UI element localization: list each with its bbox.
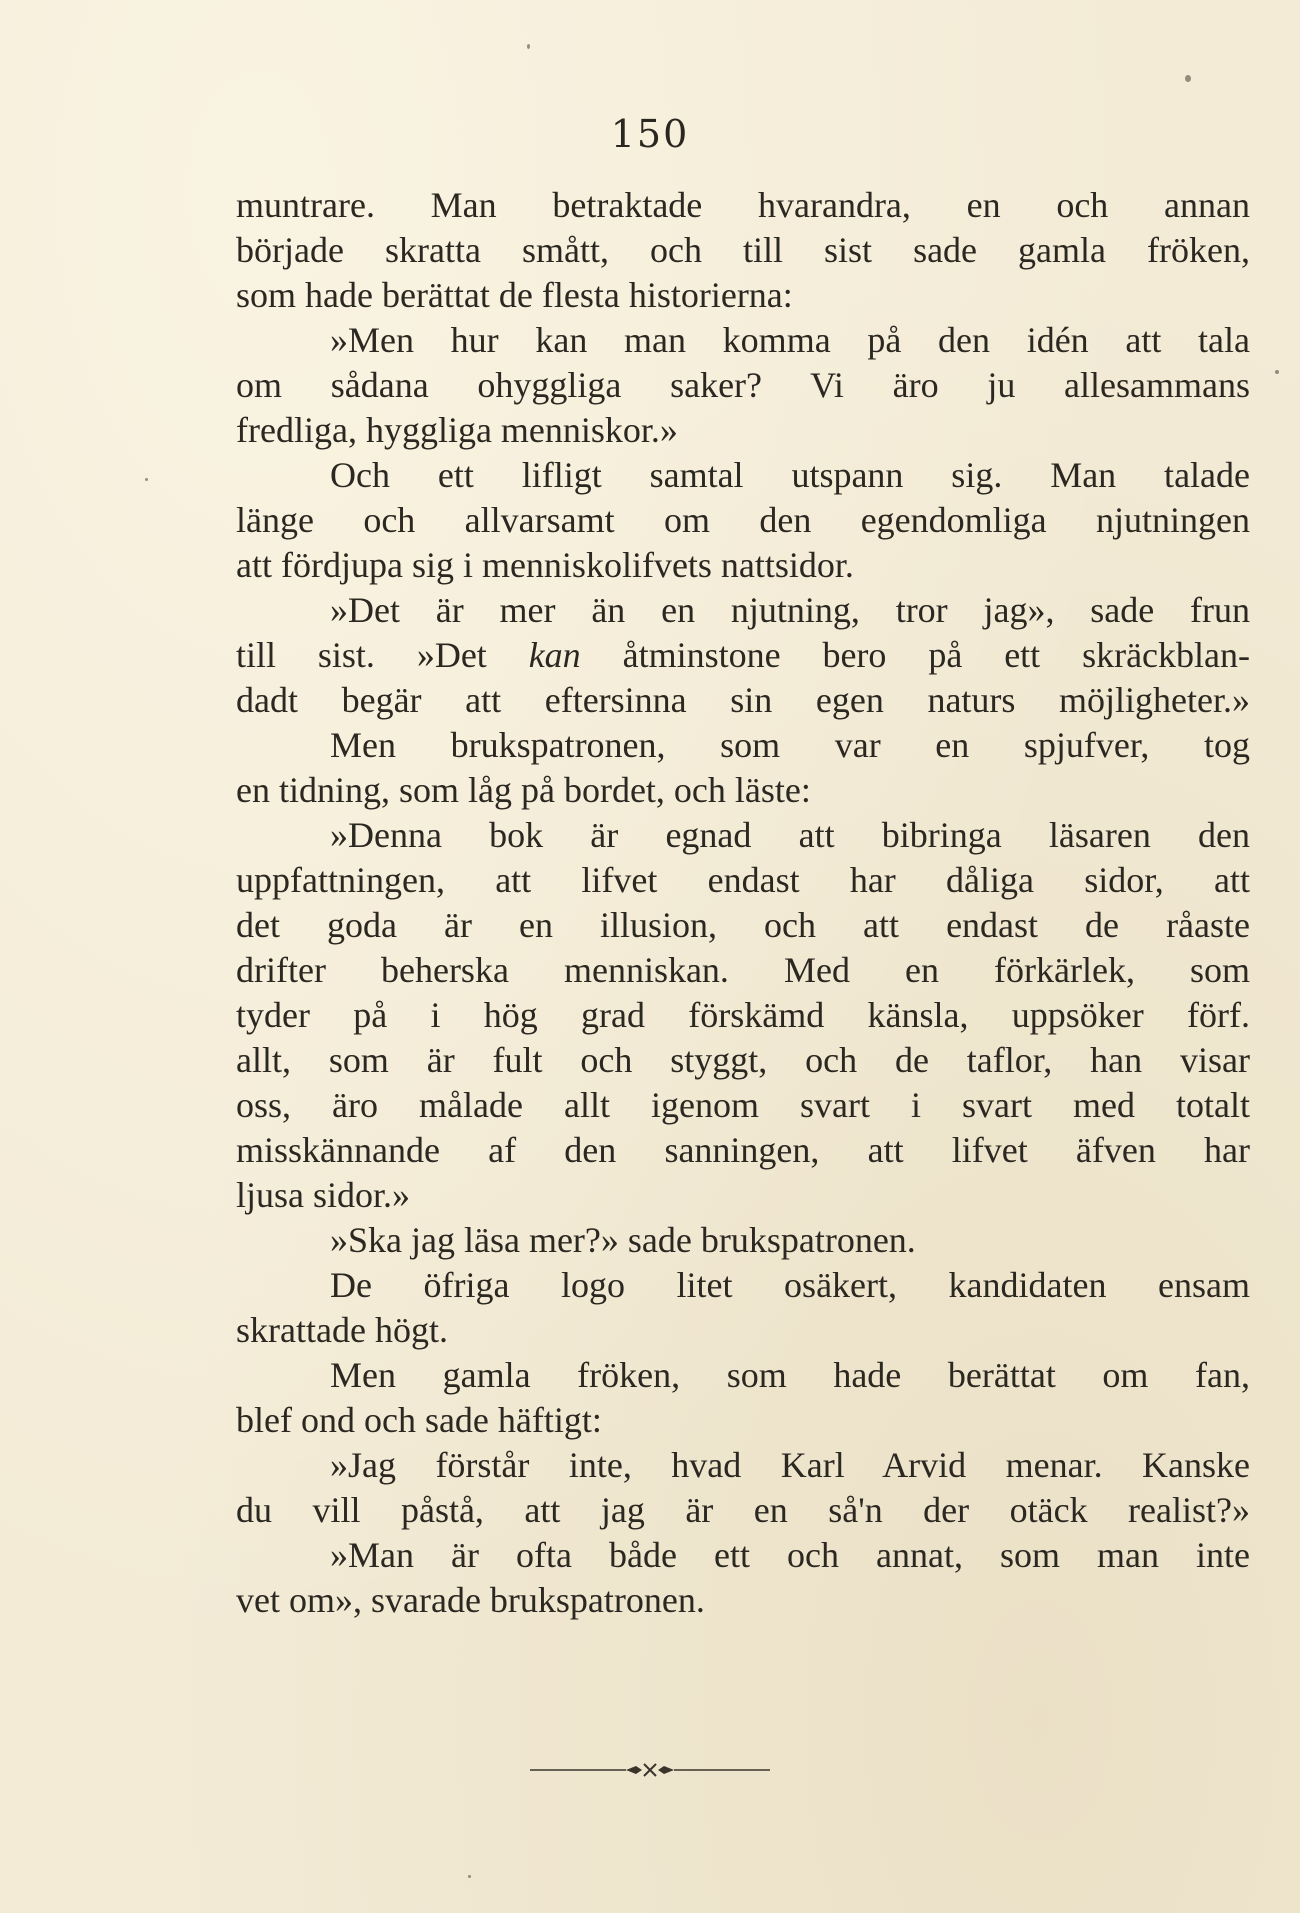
print-speck [468,1875,471,1878]
text-line: »Det är mer än en njutning, tror jag», sade frun [330,590,1250,630]
text-line: uppfattningen, att lifvet endast har dåliga sidor, att [236,860,1250,900]
text-line: länge och allvarsamt om den egendomliga njutningen [236,500,1250,540]
text-line: Och ett lifligt samtal utspann sig. Man talade [330,455,1250,495]
text-line [236,633,1250,678]
text-segment: till sist. »Det [236,635,529,675]
print-speck [145,478,148,481]
text-segment: åtminstone bero på ett skräckblan- [580,635,1250,675]
text-line: tyder på i hög grad förskämd känsla, uppsöker förf. [236,995,1250,1035]
text-line: blef ond och sade häftigt: [236,1400,602,1440]
text-line: »Jag förstår inte, hvad Karl Arvid menar. Kanske [330,1445,1250,1485]
text-line: ljusa sidor.» [236,1175,411,1215]
print-speck [527,44,530,49]
text-line: vet om», svarade brukspatronen. [236,1580,705,1620]
end-ornament [0,1760,1300,1784]
text-line: började skratta smått, och till sist sade gamla fröken, [236,230,1250,270]
text-line: misskännande af den sanningen, att lifvet äfven har [236,1130,1250,1170]
text-line: du vill påstå, att jag är en så'n der otäck realist?» [236,1490,1250,1530]
text-line: allt, som är fult och styggt, och de taflor, han visar [236,1040,1250,1080]
text-line: skrattade högt. [236,1310,448,1350]
text-line: det goda är en illusion, och att endast de råaste [236,905,1250,945]
text-line: »Denna bok är egnad att bibringa läsaren den [330,815,1250,855]
print-speck [1185,75,1191,82]
text-line: »Men hur kan man komma på den idén att tala [330,320,1250,360]
text-line: De öfriga logo litet osäkert, kandidaten ensam [330,1265,1250,1305]
text-line: »Man är ofta både ett och annat, som man inte [330,1535,1250,1575]
page-number: 150 [610,112,690,156]
text-line: muntrare. Man betraktade hvarandra, en och annan [236,185,1250,225]
text-line: att fördjupa sig i menniskolifvets nattsidor. [236,545,854,585]
text-line: Men brukspatronen, som var en spjufver, tog [330,725,1250,765]
text-line: drifter beherska menniskan. Med en förkärlek, som [236,950,1250,990]
print-speck [1275,370,1279,374]
body-text [236,183,1250,1623]
text-line: »Ska jag läsa mer?» sade brukspatronen. [330,1220,916,1260]
text-line: dadt begär att eftersinna sin egen naturs möjligheter.» [236,680,1250,720]
text-line: en tidning, som låg på bordet, och läste: [236,770,811,810]
ornament-rule-icon [530,1760,770,1780]
text-line: Men gamla fröken, som hade berättat om fan, [330,1355,1250,1395]
text-line: om sådana ohyggliga saker? Vi äro ju allesammans [236,365,1250,405]
text-line: oss, äro målade allt igenom svart i svart med totalt [236,1085,1250,1125]
italic-emphasis: kan [528,635,581,675]
text-line: fredliga, hyggliga menniskor.» [236,410,678,450]
text-line: som hade berättat de flesta historierna: [236,275,793,315]
